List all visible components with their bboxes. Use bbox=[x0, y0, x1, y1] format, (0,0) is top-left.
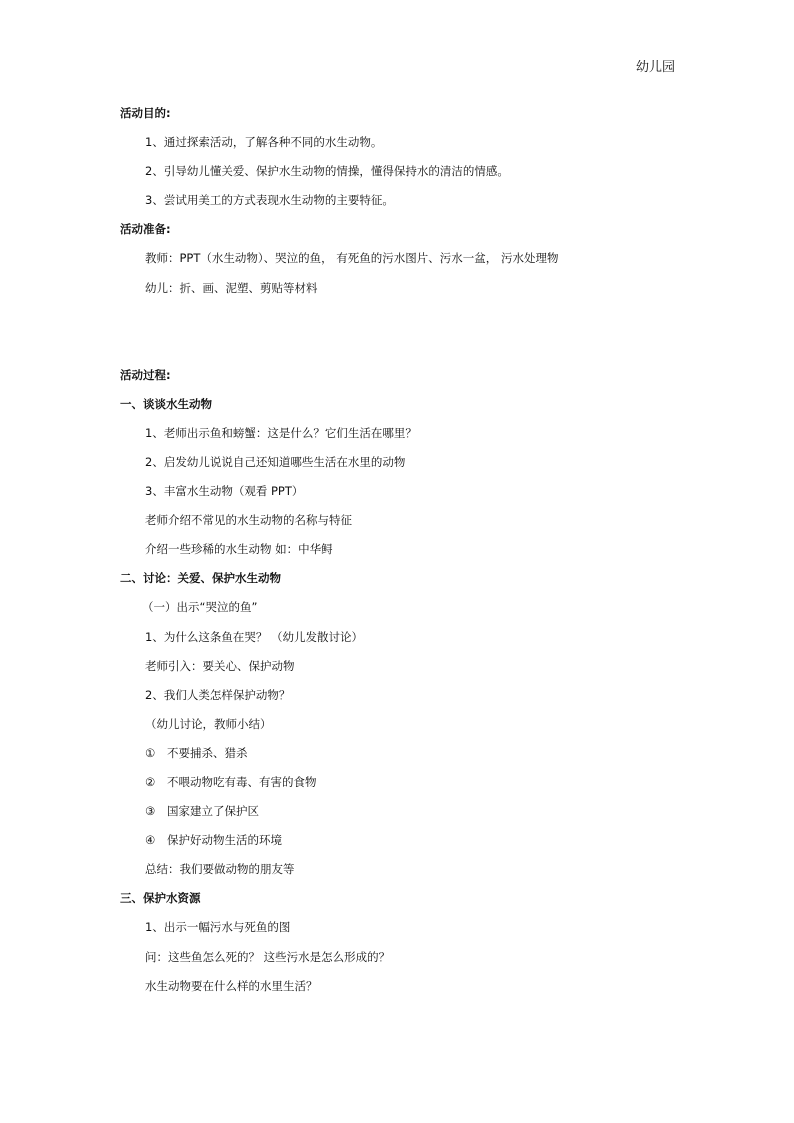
numbered-item-text: 不要捕杀、猎杀 bbox=[167, 745, 248, 760]
page-header: 幼儿园 bbox=[635, 60, 675, 75]
goal-item: 1、通过探索活动，了解各种不同的水生动物。 bbox=[145, 135, 383, 150]
numbered-item bbox=[120, 832, 680, 861]
part-title-1: 一、谈谈水生动物 bbox=[120, 396, 212, 411]
prep-item: 幼儿：折、画、泥塑、剪贴等材料 bbox=[145, 280, 318, 295]
part1-item: 2、启发幼儿说说自己还知道哪些生活在水里的动物 bbox=[145, 454, 406, 469]
numbered-item-text: 国家建立了保护区 bbox=[167, 804, 259, 819]
section-title-goals: 活动目的: bbox=[120, 106, 171, 120]
section-title-process: 活动过程: bbox=[120, 367, 171, 382]
part2-item: （幼儿讨论，教师小结） bbox=[145, 716, 272, 731]
document-body bbox=[120, 105, 680, 1007]
part3-item: 1、出示一幅污水与死鱼的图 bbox=[145, 920, 291, 935]
circled-number: ① bbox=[145, 745, 156, 760]
part3-item: 问：这些鱼怎么死的？ 这些污水是怎么形成的？ bbox=[145, 949, 391, 964]
goal-item: 3、尝试用美工的方式表现水生动物的主要特征。 bbox=[145, 193, 394, 208]
part3-item: 水生动物要在什么样的水里生活？ bbox=[145, 978, 318, 993]
part2-item: 1、为什么这条鱼在哭？ （幼儿发散讨论） bbox=[145, 629, 363, 644]
part1-item: 1、老师出示鱼和螃蟹：这是什么？它们生活在哪里？ bbox=[145, 425, 417, 440]
part1-item: 3、丰富水生动物（观看 PPT） bbox=[145, 484, 304, 499]
circled-number: ③ bbox=[145, 804, 156, 819]
circled-number: ② bbox=[145, 774, 156, 789]
numbered-item bbox=[120, 774, 680, 803]
numbered-item-text: 保护好动物生活的环境 bbox=[167, 833, 282, 848]
prep-item: 教师：PPT（水生动物）、哭泣的鱼， 有死鱼的污水图片、污水一盆， 污水处理物 bbox=[145, 251, 559, 266]
part2-subtitle: （一）出示“哭泣的鱼” bbox=[142, 600, 258, 615]
numbered-item-text: 不喂动物吃有毒、有害的食物 bbox=[167, 774, 317, 789]
part-title-3: 三、保护水资源 bbox=[120, 891, 201, 906]
numbered-item bbox=[120, 803, 680, 832]
circled-number: ④ bbox=[145, 833, 156, 848]
part2-summary: 总结：我们要做动物的朋友等 bbox=[145, 862, 295, 877]
part1-item: 老师介绍不常见的水生动物的名称与特征 bbox=[145, 513, 352, 528]
part2-item: 老师引入：要关心、保护动物 bbox=[145, 658, 295, 673]
goal-item: 2、引导幼儿懂关爱、保护水生动物的情操，懂得保持水的清洁的情感。 bbox=[145, 164, 509, 179]
part1-item: 介绍一些珍稀的水生动物 如：中华鲟 bbox=[145, 542, 333, 557]
blank-space bbox=[120, 309, 680, 367]
section-title-prep: 活动准备: bbox=[120, 222, 171, 237]
numbered-item bbox=[120, 745, 680, 774]
part-title-2: 二、讨论：关爱、保护水生动物 bbox=[120, 571, 281, 586]
part2-item: 2、我们人类怎样保护动物？ bbox=[145, 687, 291, 702]
